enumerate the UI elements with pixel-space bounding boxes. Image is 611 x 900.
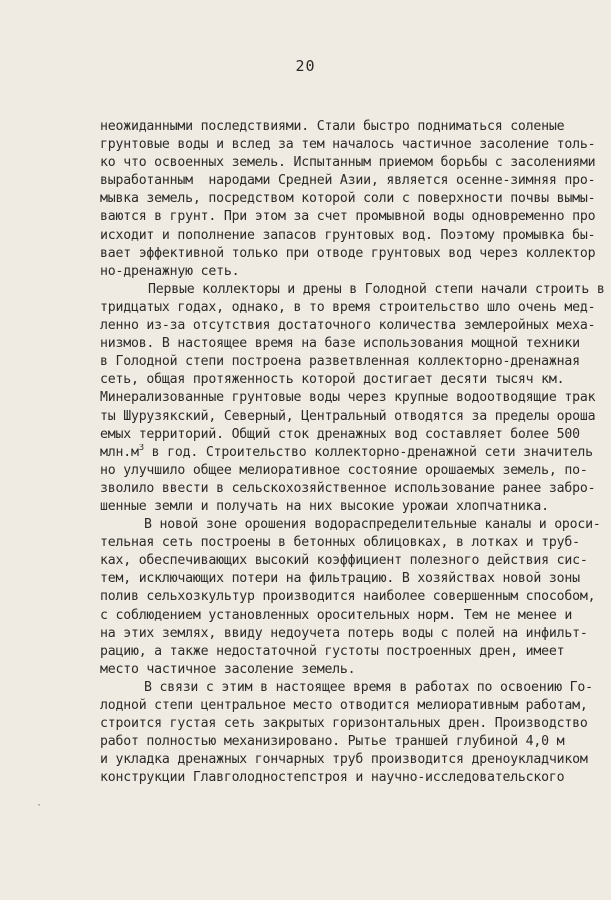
- text-line-content: В связи с этим в настоящее время в работах по освоению Го-: [144, 679, 593, 695]
- text-line: [100, 172, 610, 190]
- text-line-content: конструкции Главголодностепстроя и научно-исследовательского: [100, 770, 565, 786]
- text-line: [100, 661, 610, 679]
- text-line: [100, 643, 610, 661]
- text-line-content: вает эффективной только при отводе грунтовых вод через коллектор: [100, 245, 596, 261]
- text-line: [100, 154, 610, 172]
- text-line-content: исходит и пополнение запасов грунтовых вод. Поэтому промывка бы-: [100, 227, 596, 243]
- page-number: 20: [295, 57, 316, 75]
- text-line: [100, 227, 610, 245]
- text-line: [100, 534, 610, 552]
- text-line-content: ваются в грунт. При этом за счет промывной воды одновременно про: [100, 209, 596, 225]
- text-line: [100, 715, 610, 733]
- text-line: [100, 588, 610, 606]
- text-line-content: зволило ввести в сельскохозяйственное использование ранее забро-: [100, 480, 596, 496]
- text-line: [100, 335, 610, 353]
- text-line: [100, 444, 610, 462]
- text-line-continuation: в год. Строительство коллекторно-дренажной сети значитель: [143, 444, 593, 460]
- text-line: [100, 462, 610, 480]
- text-line: [100, 625, 610, 643]
- text-line-content: млн.м: [100, 444, 139, 460]
- text-line-content: тридцатых годах, однако, в то время строительство шло очень мед-: [100, 299, 596, 315]
- text-line: [100, 190, 610, 208]
- text-line-content: ко что освоенных земель. Испытанным приемом борьбы с засолениями: [100, 155, 596, 171]
- text-line-content: тем, исключающих потери на фильтрацию. В хозяйствах новой зоны: [100, 571, 580, 587]
- text-line: [100, 263, 610, 281]
- text-line: [100, 317, 610, 335]
- text-line-content: ты Шурузякский, Северный, Центральный отводятся за пределы ороша: [100, 408, 596, 424]
- superscript: 3: [138, 443, 144, 453]
- text-line-content: Первые коллекторы и дрены в Голодной степи начали строить в: [148, 281, 605, 297]
- text-line: [100, 697, 610, 715]
- text-line-content: емых территорий. Общий сток дренажных вод составляет более 500: [100, 426, 580, 442]
- text-line: [100, 208, 610, 226]
- text-line: [100, 408, 610, 426]
- text-line: [100, 570, 610, 588]
- text-line-content: неожиданными последствиями. Стали быстро подниматься соленые: [100, 119, 565, 134]
- text-line: [100, 769, 610, 787]
- text-line: [100, 516, 610, 534]
- text-line: [100, 371, 610, 389]
- text-line: [100, 751, 610, 769]
- text-line-content: работ полностью механизировано. Рытье траншей глубиной 4,0 м: [100, 734, 565, 750]
- text-line-content: грунтовые воды и вслед за тем началось частичное засоление толь-: [100, 137, 596, 153]
- text-line: [100, 353, 610, 371]
- text-line: [100, 245, 610, 263]
- text-line-content: строится густая сеть закрытых горизонтальных дрен. Производство: [100, 716, 588, 732]
- text-line: [100, 299, 610, 317]
- text-line-content: ках, обеспечивающих высокий коэффициент полезного действия сис-: [100, 553, 588, 569]
- text-line-content: но-дренажную сеть.: [100, 263, 240, 279]
- text-line-content: шенные земли и получать на них высокие урожаи хлопчатника.: [100, 498, 549, 514]
- text-line-content: с соблюдением установленных оросительных норм. Тем не менее и: [100, 607, 573, 623]
- text-line: [100, 498, 610, 516]
- text-line-content: место частичное засоление земель.: [100, 661, 356, 677]
- text-line-content: низмов. В настоящее время на базе использования мощной техники: [100, 336, 580, 352]
- text-line: [100, 480, 610, 498]
- text-line: [100, 426, 610, 444]
- text-line: [100, 118, 610, 136]
- text-line-content: и укладка дренажных гончарных труб производится дреноукладчиком: [100, 752, 588, 768]
- text-line: [100, 281, 610, 299]
- text-line-content: на этих землях, ввиду недоучета потерь воды с полей на инфильт-: [100, 625, 588, 641]
- text-line-content: рацию, а также недостаточной густоты построенных дрен, имеет: [100, 643, 565, 659]
- text-line-content: мывка земель, посредством которой соли с поверхности почвы вымы-: [100, 191, 596, 207]
- text-line: [100, 607, 610, 625]
- text-line-content: Минерализованные грунтовые воды через крупные водоотводящие трак: [100, 390, 596, 406]
- text-line-content: ленно из-за отсутствия достаточного количества землеройных меха-: [100, 318, 596, 334]
- text-line-content: В новой зоне орошения водораспределительные каналы и ороси-: [144, 517, 601, 533]
- text-line-content: тельная сеть построены в бетонных облицовках, в лотках и труб-: [100, 535, 580, 551]
- text-line: [100, 136, 610, 154]
- text-line-content: выработанным народами Средней Азии, является осенне-зимняя про-: [100, 173, 596, 189]
- text-line-content: полив сельхозкультур производится наиболее совершенным способом,: [100, 589, 596, 605]
- text-line-content: в Голодной степи построена разветвленная коллекторно-дренажная: [100, 354, 580, 370]
- text-line: [100, 552, 610, 570]
- text-line-content: сеть, общая протяженность которой достигает десяти тысяч км.: [100, 372, 565, 388]
- text-line: [100, 679, 610, 697]
- text-line-content: лодной степи центральное место отводится мелиоративным работам,: [100, 698, 588, 713]
- text-line: [100, 733, 610, 751]
- body-text: [100, 118, 610, 787]
- text-line: [100, 389, 610, 407]
- text-line-content: но улучшило общее мелиоративное состояние орошаемых земель, по-: [100, 462, 588, 478]
- margin-mark: ·: [36, 800, 43, 811]
